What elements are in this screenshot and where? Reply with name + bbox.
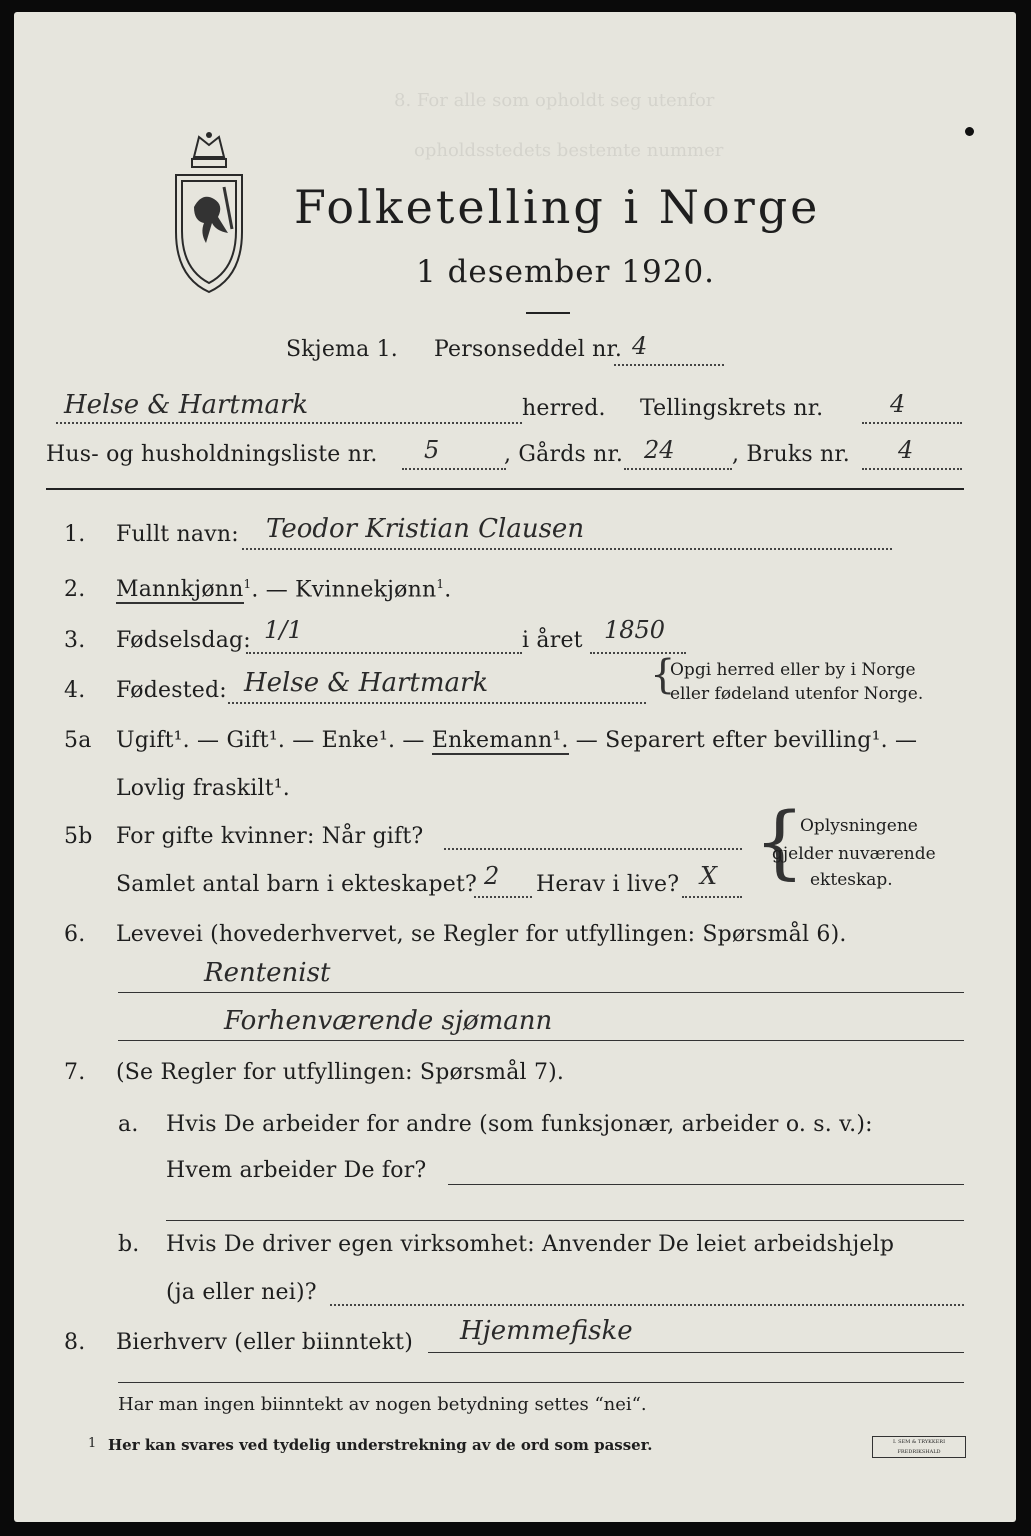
q5b-children-line: [474, 896, 532, 898]
herred-label: herred.: [522, 396, 606, 421]
q5a-enkemann: Enkemann¹.: [431, 728, 569, 753]
q7-label: (Se Regler for utfyllingen: Spørsmål 7).: [116, 1060, 565, 1085]
q5a-options-end: — Separert efter bevilling¹. —: [568, 728, 918, 753]
q3-day-value: 1/1: [264, 616, 303, 644]
q7b-letter: b.: [118, 1232, 140, 1257]
q6-number: 6.: [64, 922, 86, 947]
footer-rule: [118, 1382, 964, 1383]
tellingskrets-value: 4: [890, 390, 906, 418]
q2-female-sup: 1: [436, 577, 445, 591]
q5b-note-2: gjelder nuværende: [772, 844, 936, 864]
bruks-value: 4: [898, 436, 914, 464]
q5a-line2: Lovlig fraskilt¹.: [116, 776, 290, 801]
q5a-options-start: Ugift¹. — Gift¹. — Enke¹. —: [116, 728, 432, 753]
census-form: [14, 12, 1016, 1522]
q5a-options: [116, 728, 917, 753]
q6-label: Levevei (hovederhvervet, se Regler for utfyllingen: Spørsmål 6).: [116, 922, 847, 947]
q3-number: 3.: [64, 628, 86, 653]
q7b-text: Hvis De driver egen virksomhet: Anvender De leiet arbeidshjelp: [166, 1232, 895, 1257]
q4-brace: {: [650, 652, 676, 698]
q2-number: 2.: [64, 577, 86, 602]
q8-label: Bierhverv (eller biinntekt): [116, 1330, 414, 1355]
gards-label: , Gårds nr.: [504, 442, 624, 467]
coat-of-arms-icon: [164, 127, 254, 297]
footer-note: Har man ingen biinntekt av nogen betydning settes “nei“.: [118, 1394, 647, 1415]
q7a-text: Hvis De arbeider for andre (som funksjonær, arbeider o. s. v.):: [166, 1112, 873, 1137]
q4-note-2: eller fødeland utenfor Norge.: [670, 684, 924, 704]
q7b-question: (ja eller nei)?: [166, 1280, 317, 1305]
q1-label: Fullt navn:: [116, 522, 239, 547]
bruks-line: [862, 468, 962, 470]
q5b-alive-line: [682, 896, 742, 898]
q8-number: 8.: [64, 1330, 86, 1355]
q5b-note-3: ekteskap.: [810, 870, 893, 890]
q4-value: Helse & Hartmark: [244, 668, 489, 698]
bruks-label: , Bruks nr.: [732, 442, 850, 467]
personseddel-value: 4: [632, 332, 648, 360]
q3-year-label: i året: [522, 628, 583, 653]
form-date: 1 desember 1920.: [416, 254, 716, 290]
q7b-line: [330, 1304, 964, 1306]
title-divider: [526, 312, 570, 314]
q5b-married-line: [444, 848, 742, 850]
q6-value-1: Rentenist: [204, 958, 331, 988]
skjema-label: Skjema 1.: [286, 337, 399, 362]
q2-female-option: Kvinnekjønn: [295, 577, 437, 603]
hus-value: 5: [424, 436, 440, 464]
q1-line: [242, 548, 892, 550]
footnote-text: Her kan svares ved tydelig understrekning av de ord som passer.: [108, 1436, 653, 1454]
q5b-children-value: 2: [484, 862, 500, 890]
q4-note-1: Opgi herred eller by i Norge: [670, 660, 916, 680]
form-title: Folketelling i Norge: [294, 180, 821, 234]
q6-value-2: Forhenværende sjømann: [224, 1006, 553, 1036]
q5b-label-alive: Herav i live?: [536, 872, 680, 897]
gards-line: [624, 468, 732, 470]
tellingskrets-label: Tellingskrets nr.: [640, 396, 824, 421]
footnote-number: 1: [88, 1436, 97, 1451]
q7-number: 7.: [64, 1060, 86, 1085]
q4-line: [228, 702, 646, 704]
q2-male-sup: 1: [243, 577, 252, 591]
tellingskrets-line: [862, 422, 962, 424]
hus-line: [402, 468, 506, 470]
q5b-label-married: For gifte kvinner: Når gift?: [116, 824, 424, 849]
q5b-number: 5b: [64, 824, 93, 849]
q5b-label-children: Samlet antal barn i ekteskapet?: [116, 872, 478, 897]
herred-line: [56, 422, 522, 424]
q8-line: [428, 1352, 964, 1353]
hus-label: Hus- og husholdningsliste nr.: [46, 442, 378, 467]
printer-stamp: I. SEM & TRYKKERI FREDRIKSHALD: [872, 1436, 966, 1458]
q7a-line-2: [166, 1220, 964, 1221]
q2-end: .: [444, 577, 452, 603]
herred-value: Helse & Hartmark: [64, 390, 309, 420]
q7a-line-1: [448, 1184, 964, 1185]
gards-value: 24: [644, 436, 675, 464]
q7a-question: Hvem arbeider De for?: [166, 1158, 427, 1183]
q5b-alive-value: X: [700, 862, 718, 890]
q6-line-1: [118, 992, 964, 993]
q1-value: Teodor Kristian Clausen: [266, 514, 585, 544]
q5b-brace: {: [754, 795, 805, 888]
bleed-text-2: opholdsstedets bestemte nummer: [414, 140, 724, 161]
header-rule: [46, 488, 964, 490]
q5a-number: 5a: [64, 728, 92, 753]
personseddel-line: [614, 364, 724, 366]
q2-dash: . —: [251, 577, 296, 603]
q5b-note-1: Oplysningene: [800, 816, 918, 836]
bleed-text-1: 8. For alle som opholdt seg utenfor: [394, 90, 715, 111]
q3-label: Fødselsdag:: [116, 628, 251, 653]
q4-number: 4.: [64, 678, 86, 703]
q7a-letter: a.: [118, 1112, 139, 1137]
q3-day-line: [246, 652, 522, 654]
q2-male-option: Mannkjønn: [116, 577, 244, 603]
q3-year-value: 1850: [604, 616, 666, 644]
q2-options: [116, 577, 451, 602]
q6-line-2: [118, 1040, 964, 1041]
ink-dot: [965, 127, 974, 136]
q4-label: Fødested:: [116, 678, 227, 703]
personseddel-label: Personseddel nr.: [434, 337, 623, 362]
q8-value: Hjemmefiske: [460, 1316, 633, 1346]
q1-number: 1.: [64, 522, 86, 547]
